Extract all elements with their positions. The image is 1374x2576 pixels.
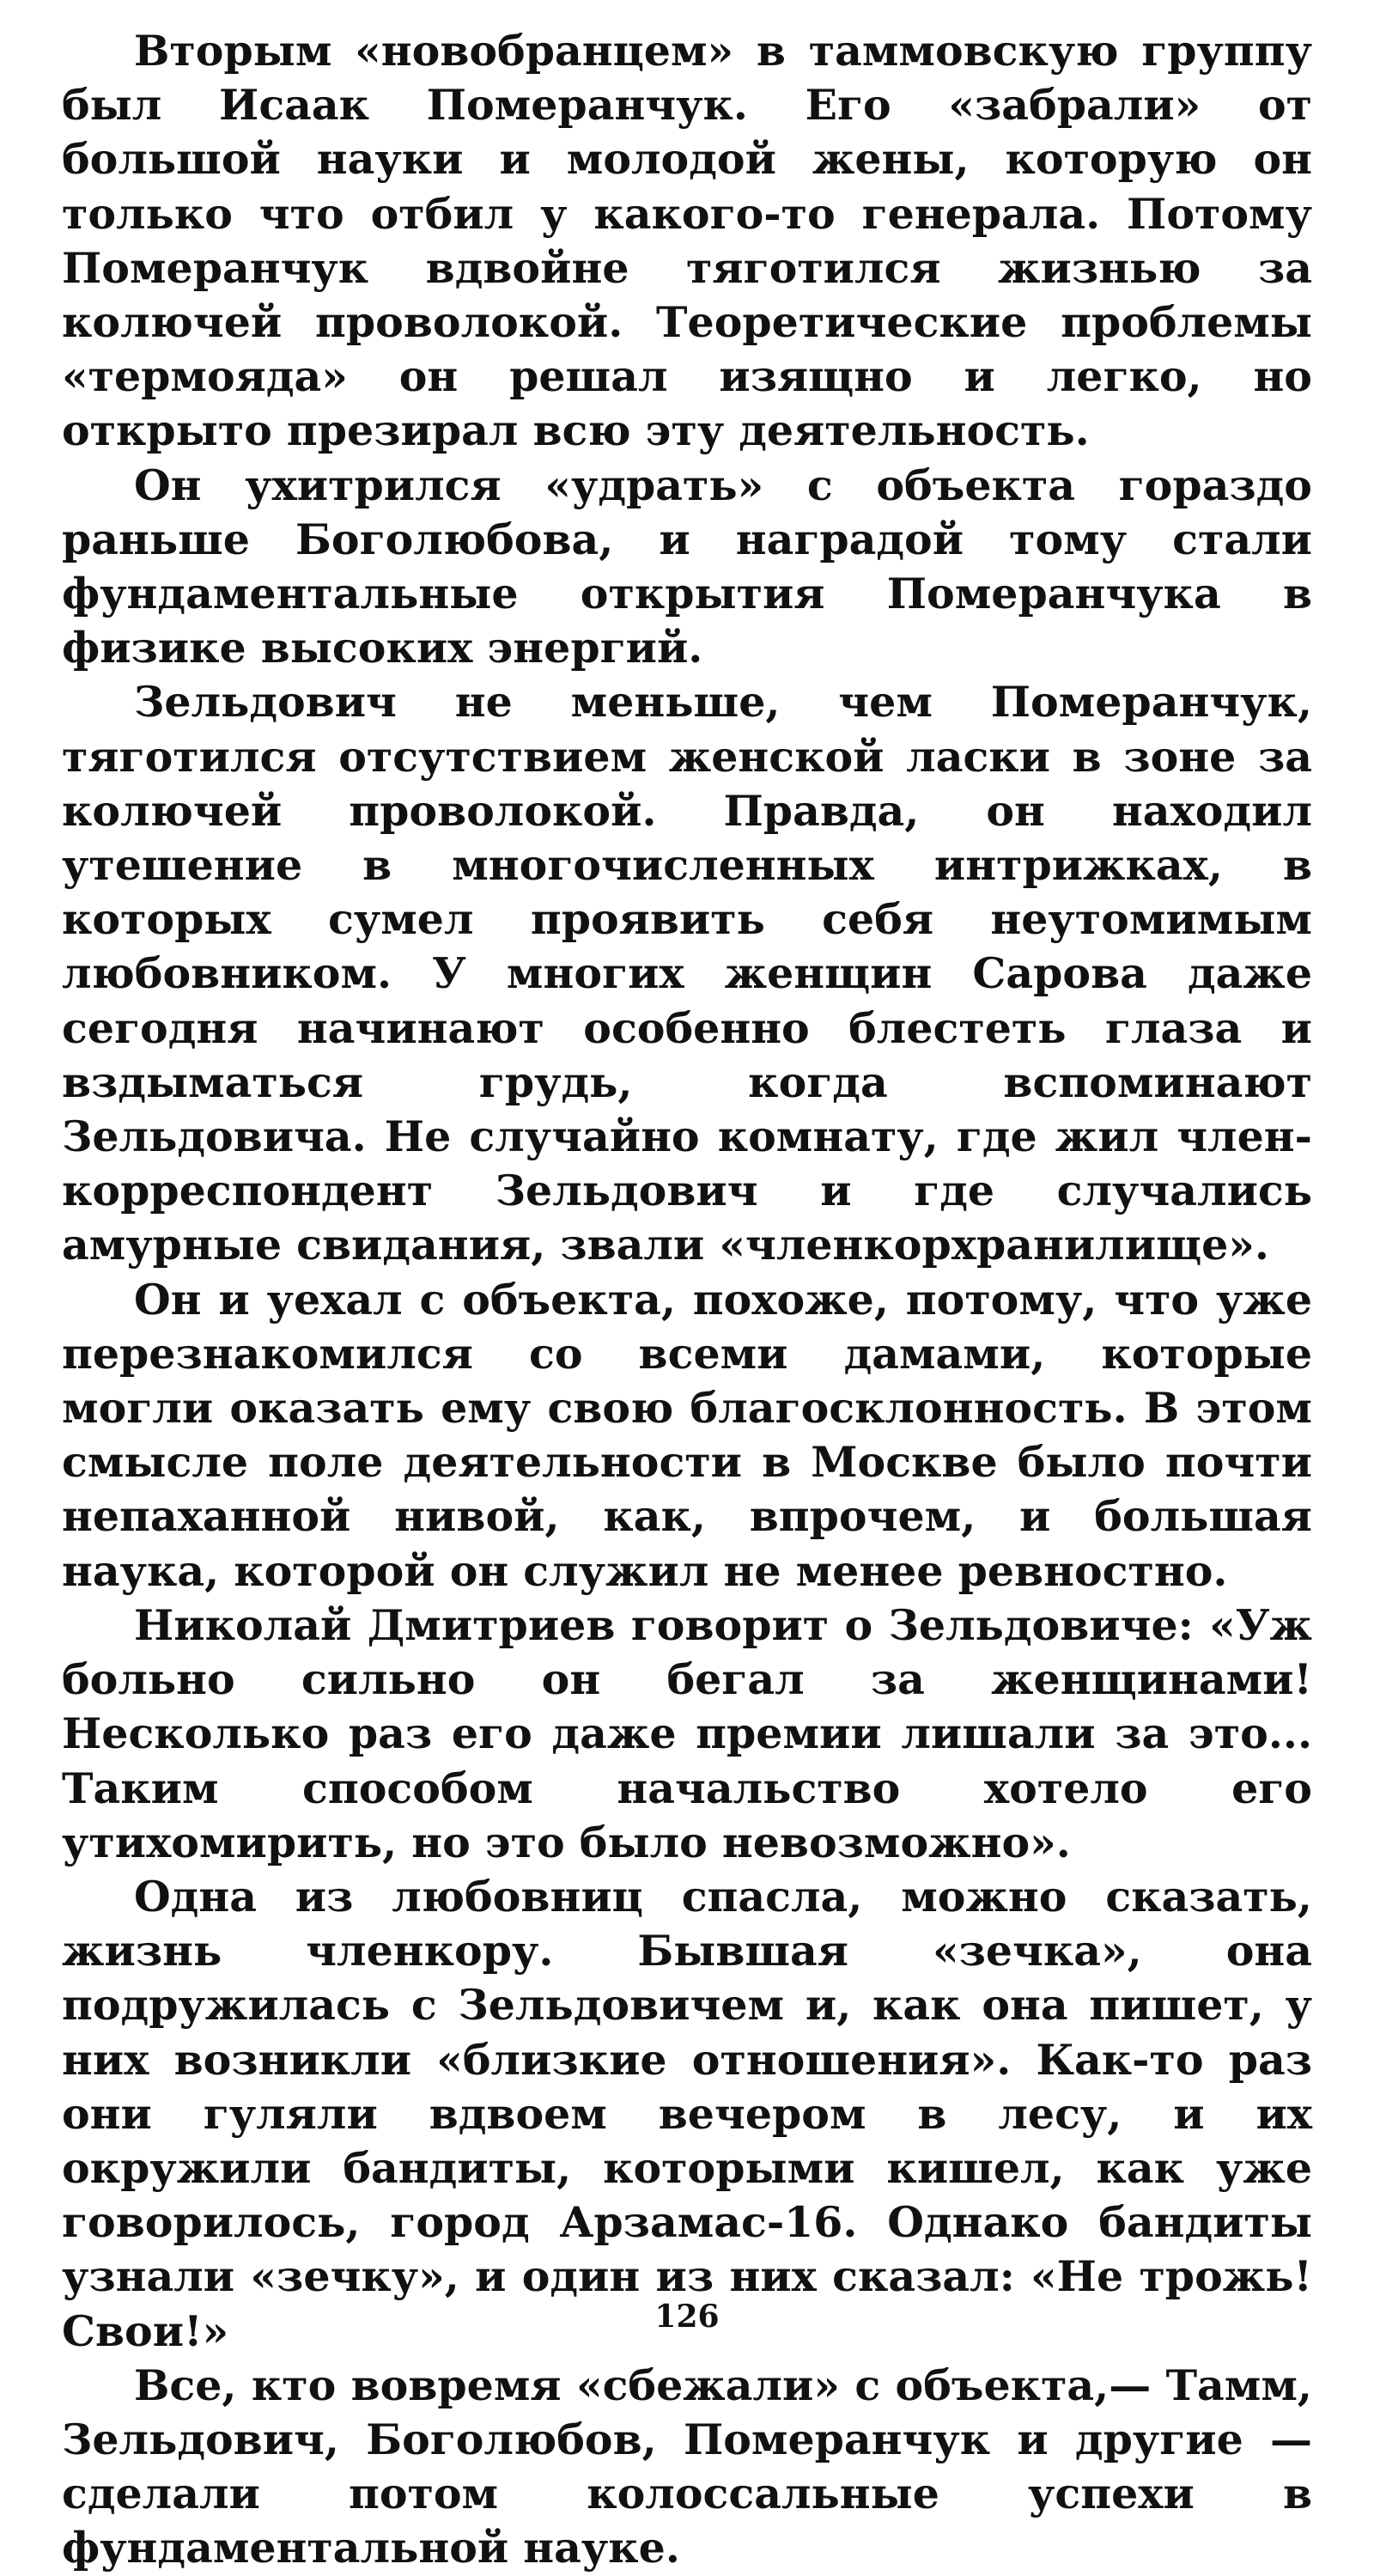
paragraph-7: Все, кто вовремя «сбежали» с объекта,— Тамм, Зельдович, Боголюбов, Померанчук и другие — сделали потом колоссальные успехи в фундаментальной науке.: [62, 2360, 1312, 2573]
paragraph-2: Он ухитрился «удрать» с объекта гораздо раньше Боголюбова, и наградой тому стали фундаментальные открытия Померанчука в физике высоких энергий.: [62, 460, 1312, 673]
paragraph-4: Он и уехал с объекта, похоже, потому, что уже перезнакомился со всеми дамами, которые могли оказать ему свою благосклонность. В этом смысле поле деятельности в Москве было почти непаханной нивой, как, впрочем, и большая наука, которой он служил не менее ревностно.: [62, 1274, 1312, 1596]
paragraph-5: Николай Дмитриев говорит о Зельдовиче: «Уж больно сильно он бегал за женщинами! Несколько раз его даже премии лишали за это... Таким способом начальство хотело его утихомирить, но это было невозможно».: [62, 1599, 1312, 1867]
paragraph-3: Зельдович не меньше, чем Померанчук, тяготился отсутствием женской ласки в зоне за колючей проволокой. Правда, он находил утешение в многочисленных интрижках, в которых сумел проявить себя неутомимым любовником. У многих женщин Сарова даже сегодня начинают особенно блестеть глаза и вздыматься грудь, когда вспоминают Зельдовича. Не случайно комнату, где жил член-корреспондент Зельдович и где случались амурные свидания, звали «членкорхранилище».: [62, 677, 1312, 1270]
body-text: [62, 24, 1312, 2576]
page-number: 126: [654, 2299, 720, 2335]
paragraph-6: Одна из любовниц спасла, можно сказать, жизнь членкору. Бывшая «зечка», она подружилась с Зельдовичем и, как она пишет, у них возникли «близкие отношения». Как-то раз они гуляли вдвоем вечером в лесу, и их окружили бандиты, которыми кишел, как уже говорилось, город Арзамас-16. Однако бандиты узнали «зечку», и один из них сказал: «Не трожь! Свои!»: [62, 1871, 1312, 2356]
paragraph-1: Вторым «новобранцем» в таммовскую группу был Исаак Померанчук. Его «забрали» от большой науки и молодой жены, которую он только что отбил у какого-то генерала. Потому Померанчук вдвойне тяготился жизнью за колючей проволокой. Теоретические проблемы «термояда» он решал изящно и легко, но открыто презирал всю эту деятельность.: [62, 26, 1312, 456]
